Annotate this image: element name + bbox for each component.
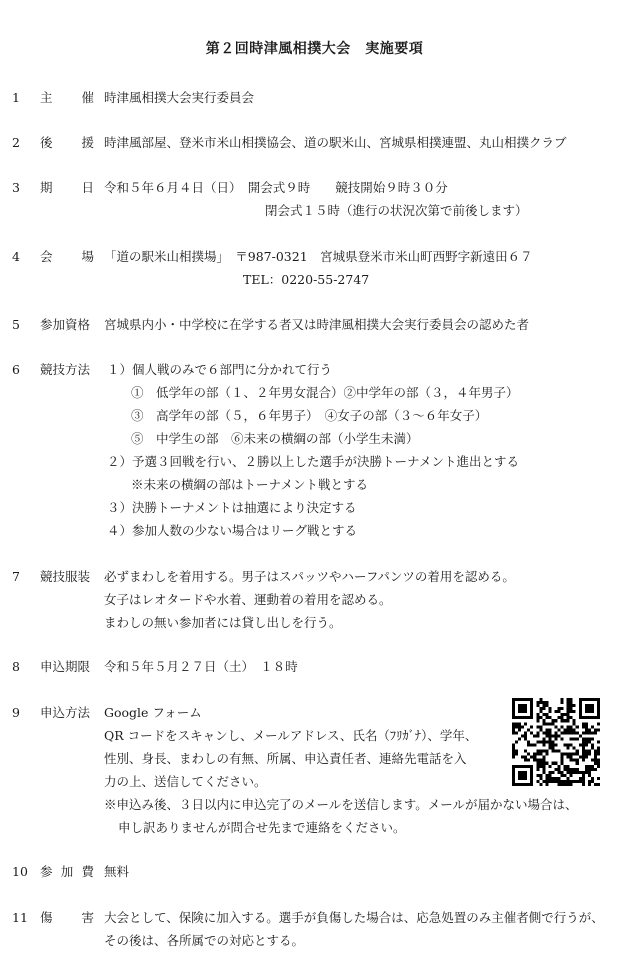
section-number: 4 [12,249,20,264]
section-text: 時津風相撲大会実行委員会 [104,90,255,105]
section-label: 申込期限 [40,659,91,674]
section-text: QR コードをスキャンし、メールアドレス、氏名（ﾌﾘｶﾞﾅ）、学年、 [104,728,478,743]
section-text: ③ 高学年の部（５，６年男子） ④女子の部（３～６年女子） [131,408,488,423]
section-label: 主 催 [40,90,94,105]
page-title: 第２回時津風相撲大会 実施要項 [205,41,424,57]
section-number: 11 [12,910,28,925]
section-text: ４）参加人数の少ない場合はリーグ戦とする [107,523,358,538]
section-label: 会 場 [40,249,94,264]
section-number: 2 [12,135,20,150]
section-text: 性別、身長、まわしの有無、所属、申込責任者、連絡先電話を入 [104,751,467,766]
section-text: ３）決勝トーナメントは抽選により決定する [107,500,357,515]
section-text: その後は、各所属での対応とする。 [104,933,305,948]
section-text: 必ずまわしを着用する。男子はスパッツやハーフパンツの着用を認める。 [104,569,515,584]
section-text: 力の上、送信してください。 [104,774,267,789]
section-text: 閉会式１５時（進行の状況次第で前後します） [265,203,528,218]
section-text: まわしの無い参加者には貸し出しを行う。 [104,615,342,630]
section-number: 7 [12,569,20,584]
section-text: ① 低学年の部（１、２年男女混合）②中学年の部（３，４年男子） [131,385,519,400]
section-number: 1 [12,90,20,105]
section-number: 6 [12,362,20,377]
section-label: 期 日 [40,180,94,195]
section-text: 女子はレオタードや水着、運動着の着用を認める。 [104,592,392,607]
section-text: 令和５年６月４日（日） 開会式９時 競技開始９時３０分 [104,180,448,195]
section-text: ２）予選３回戦を行い、２勝以上した選手が決勝トーナメント進出とする [107,454,520,469]
section-text: ※未来の横綱の部はトーナメント戦とする [131,477,369,492]
section-label: 傷 害 [40,910,94,925]
section-label: 後 援 [40,135,94,150]
section-label: 申込方法 [40,705,91,720]
section-number: 3 [12,180,20,195]
section-label: 参加資格 [40,317,91,332]
section-text: 大会として、保険に加入する。選手が負傷した場合は、応急処置のみ主催者側で行うが、 [104,910,604,925]
section-label: 競技服装 [40,569,91,584]
section-number: 9 [12,705,20,720]
section-text: 無料 [104,864,130,879]
section-text: ⑤ 中学生の部 ⑥未来の横綱の部（小学生未満） [131,431,419,446]
section-number: 10 [12,864,28,879]
section-text: １）個人戦のみで６部門に分かれて行う [107,362,333,377]
section-text: ※申込み後、３日以内に申込完了のメールを送信します。メールが届かない場合は、 [104,797,578,812]
section-text: 時津風部屋、登米市米山相撲協会、道の駅米山、宮城県相撲連盟、丸山相撲クラブ [104,135,567,150]
qr-code-icon[interactable] [512,698,600,786]
section-text: 宮城県内小・中学校に在学する者又は時津風相撲大会実行委員会の認めた者 [104,317,530,332]
section-label: 参 加 費 [40,864,94,879]
section-number: 5 [12,317,20,332]
section-text: 申し訳ありませんが問合せ先まで連絡をください。 [118,820,406,835]
venue-tel: TEL：0220-55-2747 [243,272,370,287]
section-number: 8 [12,659,20,674]
section-label: 競技方法 [40,362,91,377]
section-text: Google フォーム [104,705,202,720]
section-text: 「道の駅米山相撲場」 〒987-0321 宮城県登米市米山町西野字新遠田６７ [104,249,533,264]
section-text: 令和５年５月２７日（土） １８時 [104,659,298,674]
